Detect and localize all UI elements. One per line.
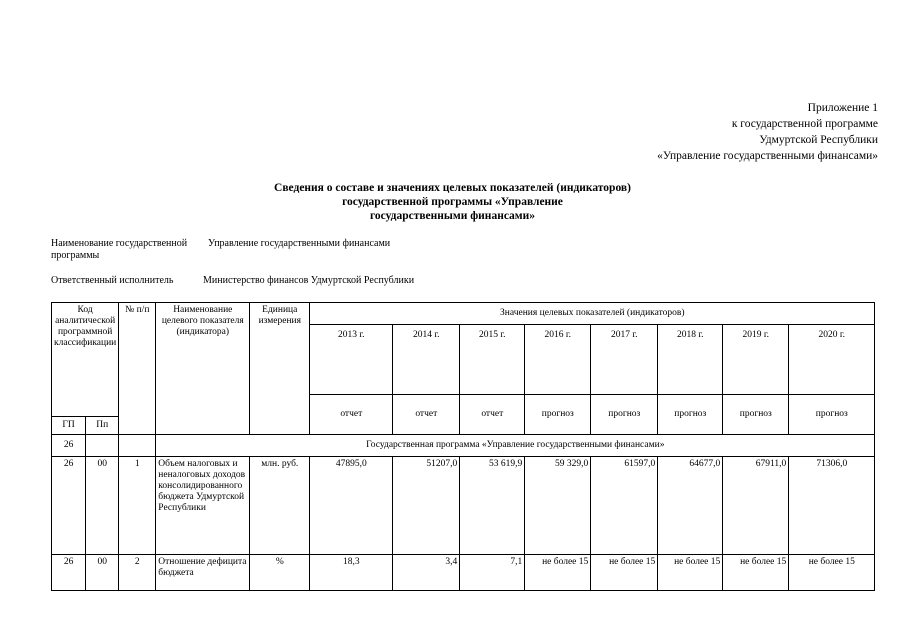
header-unit: Единица измерения <box>250 303 310 435</box>
row-unit: % <box>250 555 310 591</box>
program-name-label: Наименование государственной программы <box>51 238 188 261</box>
appendix-line-2: к государственной программе <box>731 118 878 130</box>
program-name-field <box>51 238 651 264</box>
row-num: 2 <box>119 555 156 591</box>
header-year-2017: 2017 г. <box>591 325 658 395</box>
row-value-2020: не более 15 <box>789 555 875 591</box>
executor-field <box>51 275 651 289</box>
row-value-2013: 18,3 <box>310 555 393 591</box>
header-status-2017: прогноз <box>591 395 658 435</box>
header-status-2018: прогноз <box>658 395 723 435</box>
executor-label: Ответственный исполнитель <box>51 275 174 286</box>
row-name: Объем налоговых и неналоговых доходов консолидированного бюджета Удмуртской Республики <box>156 457 250 555</box>
header-values: Значения целевых показателей (индикаторов) <box>310 303 875 325</box>
header-num: № п/п <box>119 303 156 435</box>
program-row-num <box>119 435 156 457</box>
row-gp: 26 <box>52 457 86 555</box>
row-pp: 00 <box>86 555 119 591</box>
row-value-2020: 71306,0 <box>789 457 875 555</box>
row-num: 1 <box>119 457 156 555</box>
title-line-2: государственной программы «Управление <box>342 196 563 208</box>
row-value-2014: 51207,0 <box>393 457 460 555</box>
row-value-2015: 53 619,9 <box>460 457 525 555</box>
program-row-pp <box>86 435 119 457</box>
row-value-2019: 67911,0 <box>723 457 789 555</box>
row-value-2018: не более 15 <box>658 555 723 591</box>
executor-value: Министерство финансов Удмуртской Республики <box>203 275 415 286</box>
program-name-value: Управление государственными финансами <box>208 238 391 249</box>
header-year-2018: 2018 г. <box>658 325 723 395</box>
appendix-line-1: Приложение 1 <box>807 102 878 114</box>
header-status-2014: отчет <box>393 395 460 435</box>
header-year-2015: 2015 г. <box>460 325 525 395</box>
header-status-2016: прогноз <box>525 395 591 435</box>
header-year-2019: 2019 г. <box>723 325 789 395</box>
header-name: Наименование целевого показателя (индикатора) <box>156 303 250 435</box>
header-status-2019: прогноз <box>723 395 789 435</box>
header-row-1 <box>52 303 875 325</box>
document-title <box>0 181 905 223</box>
program-row-gp: 26 <box>52 435 86 457</box>
header-pp: Пп <box>86 417 119 435</box>
row-value-2016: не более 15 <box>525 555 591 591</box>
row-value-2013: 47895,0 <box>310 457 393 555</box>
header-year-2014: 2014 г. <box>393 325 460 395</box>
row-value-2015: 7,1 <box>460 555 525 591</box>
appendix-line-3: Удмуртской Республики <box>759 134 878 146</box>
program-row-title: Государственная программа «Управление государственными финансами» <box>156 435 875 457</box>
header-gp: ГП <box>52 417 86 435</box>
header-code: Код аналитической программной классификации <box>52 303 119 417</box>
title-line-1: Сведения о составе и значениях целевых показателей (индикаторов) <box>274 182 631 194</box>
row-value-2018: 64677,0 <box>658 457 723 555</box>
indicators-table <box>51 302 875 591</box>
appendix-line-4: «Управление государственными финансами» <box>657 150 878 162</box>
row-value-2016: 59 329,0 <box>525 457 591 555</box>
program-row <box>52 435 875 457</box>
row-name: Отношение дефицита бюджета <box>156 555 250 591</box>
row-value-2017: не более 15 <box>591 555 658 591</box>
header-year-2016: 2016 г. <box>525 325 591 395</box>
appendix-block <box>657 100 878 164</box>
row-value-2019: не более 15 <box>723 555 789 591</box>
title-line-3: государственными финансами» <box>369 210 536 222</box>
row-unit: млн. руб. <box>250 457 310 555</box>
header-year-2013: 2013 г. <box>310 325 393 395</box>
row-value-2014: 3,4 <box>393 555 460 591</box>
header-status-2015: отчет <box>460 395 525 435</box>
row-gp: 26 <box>52 555 86 591</box>
table-row <box>52 555 875 591</box>
row-value-2017: 61597,0 <box>591 457 658 555</box>
table-row <box>52 457 875 555</box>
header-status-2013: отчет <box>310 395 393 435</box>
row-pp: 00 <box>86 457 119 555</box>
header-year-2020: 2020 г. <box>789 325 875 395</box>
header-status-2020: прогноз <box>789 395 875 435</box>
